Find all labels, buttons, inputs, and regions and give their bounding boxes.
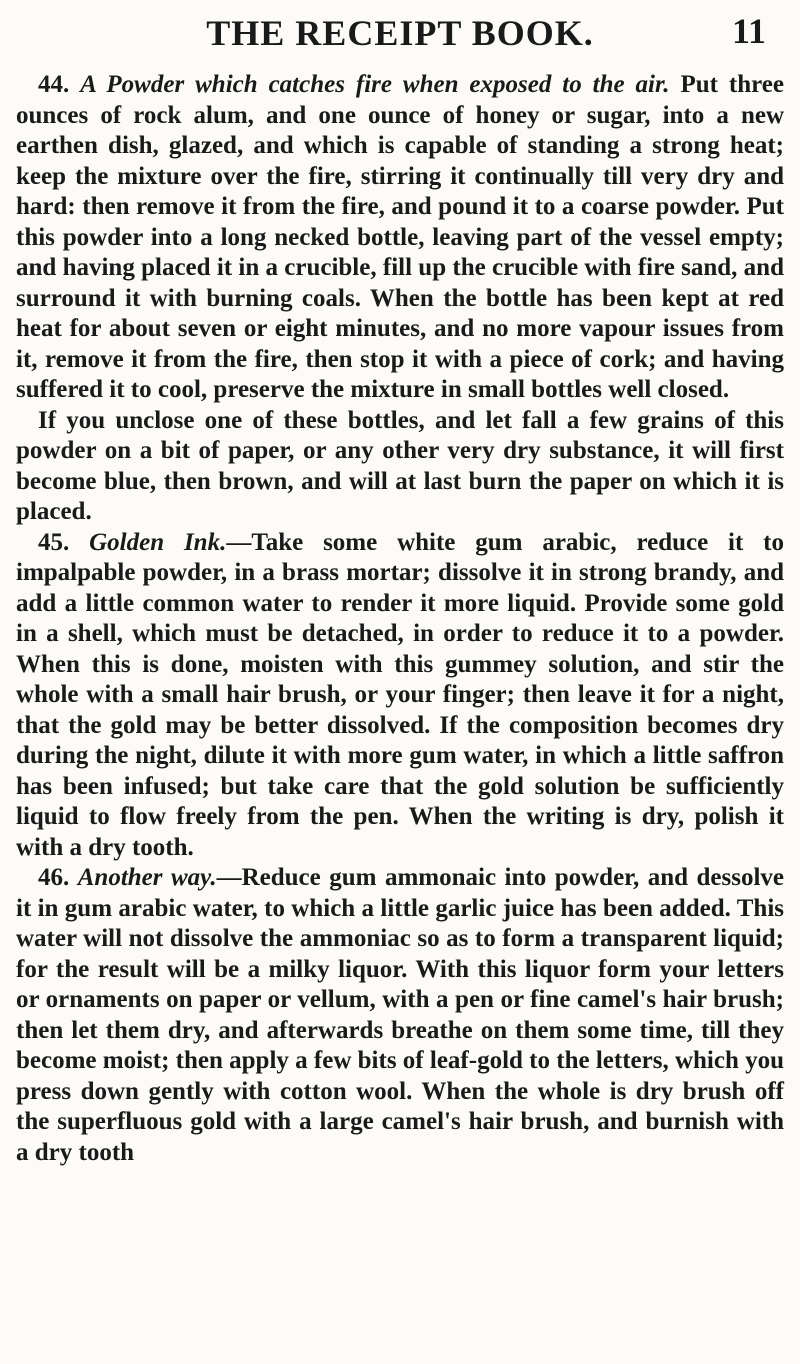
running-title: THE RECEIPT BOOK.	[206, 13, 594, 53]
recipe-46	[16, 863, 784, 1168]
recipe-number: 46.	[38, 864, 70, 891]
running-head	[16, 0, 784, 70]
recipe-text: Put three ounces of rock alum, and one ounce of honey or sugar, into a new earthen dish, glazed, and which is capable of standing a strong heat; keep the mixture over the fire, stirring it continually till very dry and hard: then remove it from the fire, and pound it to a coarse powder. Put this powder into a long necked bottle, leaving part of the vessel empty; and having placed it in a crucible, fill up the crucible with fire sand, and surround it with burning coals. When the bottle has been kept at red heat for about seven or eight minutes, and no more vapour issues from it, remove it from the fire, then stop it with a piece of cork; and having suffered it to cool, preserve the mixture in small bottles well closed.	[16, 71, 784, 403]
recipe-title: Another way.	[77, 864, 217, 891]
recipe-title: A Powder which catches fire when exposed to the air.	[80, 71, 670, 98]
recipe-text: —Reduce gum ammonaic into powder, and dessolve it in gum arabic water, to which a little garlic juice has been added. This water will not dissolve the ammoniac so as to form a transparent liquid; for the result will be a milky liquor. With this liquor form your letters or ornaments on paper or vellum, with a pen or fine camel's hair brush; then let them dry, and afterwards breathe on them some time, till they become moist; then apply a few bits of leaf-gold to the letters, which you press down gently with cotton wool. When the whole is dry brush off the superfluous gold with a large camel's hair brush, and burnish with a dry tooth	[16, 864, 785, 1166]
recipe-44-continuation: If you unclose one of these bottles, and let fall a few grains of this powder on a bit of paper, or any other very dry substance, it will first become blue, then brown, and will at last burn the paper on which it is placed.	[16, 406, 784, 525]
page-number: 11	[731, 11, 766, 51]
recipe-title: Golden Ink.	[89, 528, 227, 556]
recipe-number: 44.	[38, 71, 70, 98]
body-text	[16, 70, 784, 1168]
recipe-text: —Take some white gum arabic, reduce it to impalpable powder, in a brass mortar; dissolve it in strong brandy, and add a little common water to render it more liquid. Provide some gold in a shell, which must be detached, in order to reduce it to a powder. When this is done, moisten with this gummey solution, and stir the whole with a small hair brush, or your finger; then leave it for a night, that the gold may be better dissolved. If the composition becomes dry during the night, dilute it with more gum water, in which a little saffron has been infused; but take care that the gold solution be sufficiently liquid to flow freely from the pen. When the writing is dry, polish it with a dry tooth.	[16, 528, 784, 861]
recipe-number: 45.	[38, 528, 70, 556]
recipe-44	[16, 70, 784, 406]
recipe-45	[16, 528, 784, 864]
